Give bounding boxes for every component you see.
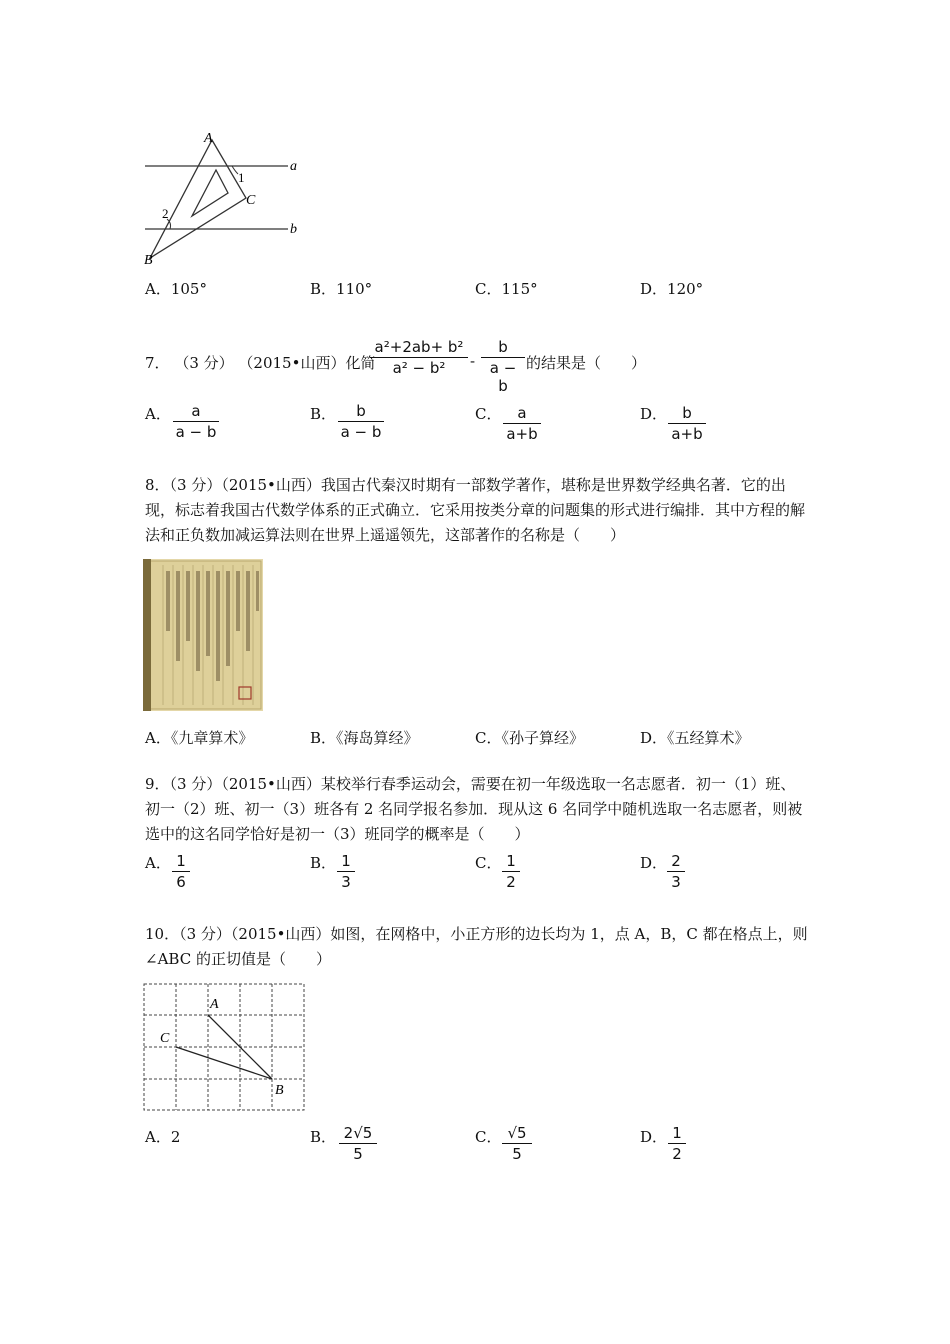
grid-label-A: A — [210, 997, 219, 1012]
q9-option-c-den: 2 — [506, 873, 516, 891]
q8-option-d[interactable] — [640, 727, 750, 748]
q10-option-a-value: 2 — [170, 1128, 181, 1146]
q6-option-a-value: 105° — [170, 280, 207, 298]
q6-figure — [140, 128, 300, 270]
q9-option-c-num: 1 — [506, 852, 516, 870]
q7-option-d-label: D． — [640, 405, 668, 423]
q8-option-c-label: C． — [475, 729, 502, 747]
q10-grid-figure — [142, 982, 307, 1112]
q7-post: 的结果是（ ） — [526, 354, 647, 372]
q9-option-a-label: A． — [145, 854, 171, 872]
q9-option-d-frac[interactable] — [667, 852, 685, 891]
label-1: 1 — [238, 170, 245, 185]
label-B: B — [144, 253, 153, 268]
q7-expr-num1: a²+2ab+ b² — [374, 338, 464, 356]
label-2: 2 — [162, 206, 169, 221]
q10-option-b-num: 2√5 — [343, 1124, 373, 1142]
q10-option-c-num: √5 — [507, 1124, 527, 1142]
q9-option-c-frac[interactable] — [502, 852, 520, 891]
q9-option-b-label: B． — [310, 854, 337, 872]
q9-option-c[interactable] — [475, 852, 501, 873]
q10-option-b[interactable] — [310, 1126, 336, 1147]
q10-option-c-den: 5 — [512, 1145, 522, 1163]
q9-option-b-frac[interactable] — [337, 852, 355, 891]
triangle-inner — [192, 170, 228, 216]
label-C: C — [246, 193, 256, 208]
q9-option-d-den: 3 — [671, 873, 681, 891]
q7-expr-fraction-2 — [481, 338, 525, 395]
q7-option-c[interactable] — [475, 403, 501, 424]
q6-option-b[interactable] — [310, 278, 372, 299]
q7-option-d[interactable] — [640, 403, 667, 424]
q7-option-b-den: a − b — [340, 423, 382, 441]
q8-option-a[interactable] — [145, 727, 253, 748]
q10-option-a-label: A． — [145, 1128, 171, 1146]
q7-option-d-frac[interactable] — [668, 404, 706, 443]
q7-option-b-frac[interactable] — [338, 402, 384, 441]
q6-option-c[interactable] — [475, 278, 538, 299]
q8-stem: 8．（3 分）（2015•山西）我国古代秦汉时期有一部数学著作，堪称是世界数学经典名著．它的出现，标志着我国古代数学体系的正式确立．它采用按类分章的问题集的形式进行编排．其中方程的解法和正负数加减运算法则在世界上遥遥领先，这部著作的名称是（ ） — [145, 476, 806, 544]
q7-number: 7． — [145, 354, 170, 372]
q9-option-a-den: 6 — [176, 873, 186, 891]
q8-option-d-label: D． — [640, 729, 668, 747]
q7-option-b-label: B． — [310, 405, 337, 423]
q6-option-a-label: A． — [145, 280, 171, 298]
ancient-book-image — [143, 559, 263, 711]
label-A: A — [204, 131, 213, 146]
q6-option-b-value: 110° — [336, 280, 373, 298]
q7-option-b-num: b — [356, 402, 366, 420]
q7-expr-den2: a − b — [489, 359, 517, 395]
segment-CB — [176, 1047, 272, 1079]
q7-option-a-den: a − b — [175, 423, 217, 441]
q9-option-c-label: C． — [475, 854, 502, 872]
q6-option-a[interactable] — [145, 278, 207, 299]
q8-option-b-value: 《海岛算经》 — [336, 729, 419, 747]
q10-option-d[interactable] — [640, 1126, 667, 1147]
q10-option-c-frac[interactable] — [502, 1124, 532, 1163]
q9-option-a-num: 1 — [176, 852, 186, 870]
q6-option-d[interactable] — [640, 278, 703, 299]
q7-option-b[interactable] — [310, 403, 336, 424]
q9-option-a[interactable] — [145, 852, 171, 873]
q7-option-a-frac[interactable] — [173, 402, 219, 441]
q9-option-d-label: D． — [640, 854, 668, 872]
q9-option-a-frac[interactable] — [172, 852, 190, 891]
q10-option-d-num: 1 — [672, 1124, 682, 1142]
q6-option-b-label: B． — [310, 280, 337, 298]
q10-option-d-den: 2 — [672, 1145, 682, 1163]
q7-score: （3 分） — [174, 354, 234, 372]
q7-expr-num2: b — [498, 338, 508, 356]
grid-label-B: B — [275, 1083, 284, 1098]
q6-option-c-label: C． — [475, 280, 502, 298]
q7-stem-prefix — [145, 352, 375, 373]
q9-option-b-den: 3 — [341, 873, 351, 891]
q10-option-d-frac[interactable] — [668, 1124, 686, 1163]
q7-option-a-num: a — [191, 402, 201, 420]
q10-stem: 10．（3 分）（2015•山西）如图，在网格中，小正方形的边长均为 1，点 A，B，C 都在格点上，则∠ABC 的正切值是（ ） — [145, 925, 808, 968]
label-b: b — [290, 222, 297, 237]
label-a: a — [290, 159, 297, 174]
q7-option-c-num: a — [517, 404, 527, 422]
q7-expr-den1: a² − b² — [392, 359, 446, 377]
q8-option-b[interactable] — [310, 727, 419, 748]
q9-option-d-num: 2 — [671, 852, 681, 870]
q9-option-d[interactable] — [640, 852, 667, 873]
triangle-outer — [150, 140, 246, 258]
q6-option-d-value: 120° — [667, 280, 704, 298]
q9-option-b-num: 1 — [341, 852, 351, 870]
q8-option-c-value: 《孙子算经》 — [501, 729, 584, 747]
q7-option-d-num: b — [682, 404, 692, 422]
q6-option-c-value: 115° — [501, 280, 538, 298]
q10-option-c-label: C． — [475, 1128, 502, 1146]
q10-option-b-frac[interactable] — [339, 1124, 377, 1163]
q10-option-b-label: B． — [310, 1128, 337, 1146]
q7-option-c-den: a+b — [506, 425, 538, 443]
q7-pre: 化简 — [345, 354, 376, 372]
q8-option-b-label: B． — [310, 729, 337, 747]
q7-option-a-label: A． — [145, 405, 171, 423]
q7-expr-fraction-1 — [370, 338, 468, 377]
q7-option-a[interactable] — [145, 403, 171, 424]
q7-source: （2015•山西） — [238, 354, 346, 372]
q10-option-b-den: 5 — [353, 1145, 363, 1163]
q8-option-a-value: 《九章算术》 — [170, 729, 254, 747]
q10-option-d-label: D． — [640, 1128, 668, 1146]
q7-option-c-frac[interactable] — [503, 404, 541, 443]
q9-option-b[interactable] — [310, 852, 336, 873]
q8-option-d-value: 《五经算术》 — [667, 729, 750, 747]
q7-minus: - — [470, 352, 476, 370]
q10-option-a[interactable] — [145, 1126, 180, 1147]
q9-stem: 9．（3 分）（2015•山西）某校举行春季运动会，需要在初一年级选取一名志愿者．初一（1）班、初一（2）班、初一（3）班各有 2 名同学报名参加．现从这 6 名同学中随机选取一名志愿者，则被选中的这名同学恰好是初一（3）班同学的概率是（ ） — [145, 775, 803, 843]
q8-option-a-label: A． — [145, 729, 171, 747]
q7-option-d-den: a+b — [671, 425, 703, 443]
q7-option-c-label: C． — [475, 405, 502, 423]
q10-option-c[interactable] — [475, 1126, 501, 1147]
grid-label-C: C — [160, 1031, 170, 1046]
q8-option-c[interactable] — [475, 727, 584, 748]
q6-option-d-label: D． — [640, 280, 668, 298]
